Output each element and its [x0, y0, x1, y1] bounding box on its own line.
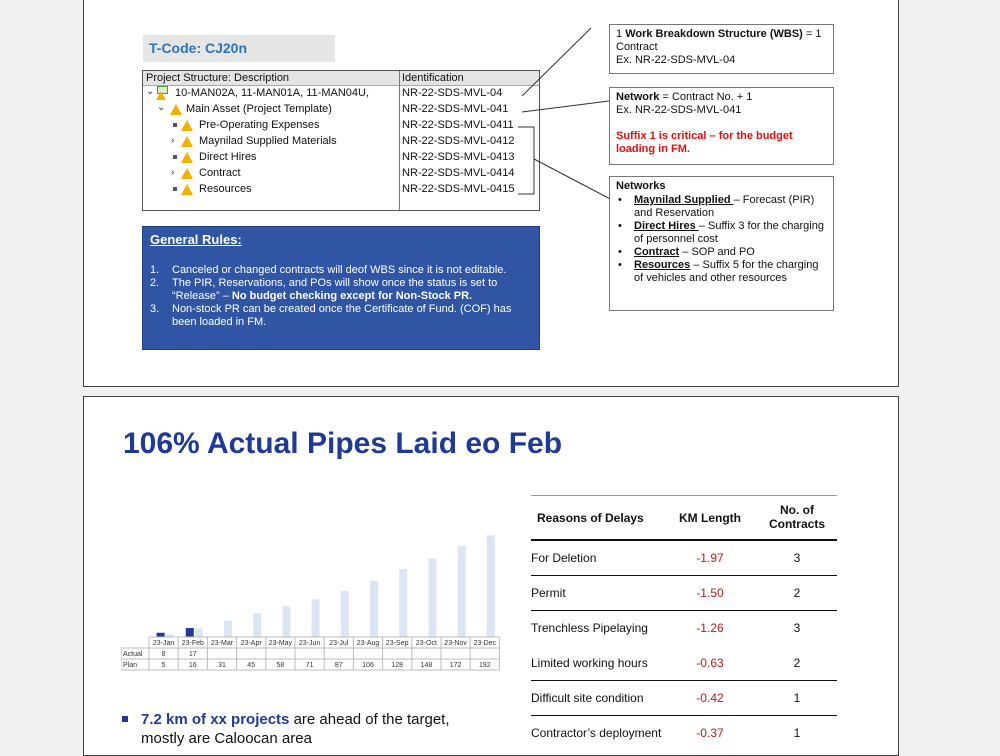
chevron-down-icon[interactable]: ⌄	[157, 102, 166, 113]
row-reason: Limited working hours	[531, 656, 648, 670]
row-km: -1.50	[696, 586, 724, 600]
plan-value-label: 58	[276, 662, 285, 669]
network-desc: – Suffix 3 for the charging of personnel cost	[634, 220, 824, 245]
plan-value-label: 106	[362, 662, 374, 669]
category-label: 23-Jul	[329, 640, 349, 647]
table-row	[531, 611, 837, 646]
row-count: 2	[793, 586, 801, 600]
category-label: 23-Feb	[181, 640, 204, 647]
row-count: 3	[793, 551, 801, 565]
rule-text: Canceled or changed contracts will deof WBS since it is not editable.	[172, 264, 507, 276]
rule-number: 1.	[150, 264, 160, 276]
pipes-chart-svg	[121, 517, 501, 677]
row-km: -0.42	[696, 691, 724, 705]
network-definition-box	[609, 87, 834, 165]
table-row	[531, 541, 837, 576]
network-desc: – Suffix 5 for the charging of vehicles and other resources	[634, 259, 819, 284]
plan-bar	[195, 629, 203, 637]
series-label-plan: Plan	[123, 662, 138, 669]
tree-header-identification: Identification	[402, 72, 464, 84]
row-count: 1	[793, 691, 801, 705]
plan-bar	[253, 613, 261, 637]
tree-row-desc: Resources	[199, 183, 252, 195]
network-name: Direct Hires	[634, 220, 699, 232]
tree-row-ident: NR-22-SDS-MVL-0412	[402, 135, 515, 147]
plan-value-label: 16	[188, 662, 197, 669]
actual-bar	[186, 628, 194, 637]
series-label-actual: Actual	[123, 651, 143, 658]
wbs-definition	[616, 28, 827, 54]
callout-rest: are ahead of the target, mostly are Caloocan area	[141, 711, 450, 747]
plan-bar	[428, 559, 436, 637]
plan-value-label: 128	[391, 662, 404, 669]
network-item	[616, 220, 827, 246]
plan-bar	[312, 599, 320, 637]
chevron-right-icon[interactable]: ›	[171, 135, 175, 146]
plan-bar	[487, 535, 495, 637]
rule-number: 3.	[150, 303, 160, 315]
plan-value-label: 5	[161, 662, 166, 669]
row-km: -1.97	[696, 551, 724, 565]
wbs-count: 1	[616, 28, 626, 40]
row-count: 3	[793, 621, 801, 635]
tree-row-ident: NR-22-SDS-MVL-0413	[402, 151, 515, 163]
network-term: Network	[616, 91, 660, 103]
tree-header-description: Project Structure: Description	[146, 72, 290, 84]
plan-value-label: 148	[420, 662, 433, 669]
category-label: 23-Jun	[298, 640, 321, 647]
category-label: 23-Apr	[240, 640, 262, 647]
plan-bar	[224, 621, 232, 637]
plan-bar	[370, 581, 378, 637]
header-km: KM Length	[679, 511, 741, 525]
networks-box	[609, 176, 834, 311]
tree-row-ident: NR-22-SDS-MVL-04	[402, 87, 503, 99]
chevron-right-icon[interactable]: ›	[171, 167, 175, 178]
table-row	[531, 576, 837, 611]
network-desc: – SOP and PO	[679, 246, 755, 258]
rules-title: General Rules:	[150, 232, 242, 247]
critical-note: Suffix 1 is critical – for the budget loading in FM.	[616, 130, 793, 155]
tree-row-ident: NR-22-SDS-MVL-0411	[402, 119, 514, 131]
row-km: -0.63	[696, 656, 724, 670]
category-label: 23-Nov	[444, 640, 467, 647]
row-count: 1	[793, 726, 801, 740]
header-contracts: No. of Contracts	[768, 503, 825, 531]
slide-cj20n	[83, 0, 899, 387]
category-label: 23-Jan	[152, 640, 175, 647]
network-definition	[616, 91, 827, 104]
slide-title: 106% Actual Pipes Laid eo Feb	[123, 427, 563, 460]
plan-value-label: 172	[449, 662, 462, 669]
row-km: -1.26	[696, 621, 724, 635]
row-reason: Contractor’s deployment	[531, 726, 662, 740]
rule-bold-text: No budget checking except for Non-Stock PR.	[231, 290, 473, 302]
rule-number: 2.	[150, 277, 160, 289]
tree-row-ident: NR-22-SDS-MVL-0414	[402, 167, 515, 179]
delays-table-header	[531, 495, 837, 541]
plan-value-label: 192	[478, 662, 491, 669]
callout-text	[141, 710, 491, 748]
network-example: Ex. NR-22-SDS-MVL-041	[616, 104, 742, 116]
category-label: 23-Oct	[415, 640, 437, 647]
plan-bar	[282, 606, 290, 637]
actual-value-label: 8	[161, 651, 166, 658]
plan-bar	[458, 546, 466, 637]
row-reason: Difficult site condition	[531, 691, 644, 705]
row-km: -0.37	[696, 726, 724, 740]
network-equals: = Contract No. + 1	[659, 91, 753, 103]
plan-value-label: 31	[218, 662, 226, 669]
rule-text: The PIR, Reservations, and POs will show once the status is set to “Release” –	[172, 277, 498, 302]
actual-bar	[157, 633, 165, 637]
networks-title: Networks	[616, 180, 666, 192]
tree-row-desc: Main Asset (Project Template)	[186, 103, 332, 115]
tree-row-desc: Direct Hires	[199, 151, 257, 163]
chevron-down-icon[interactable]: ⌄	[146, 86, 155, 97]
row-reason: For Deletion	[531, 551, 597, 565]
category-label: 23-May	[268, 640, 293, 647]
slide-pipes-laid	[83, 396, 899, 756]
table-row	[531, 716, 837, 751]
bullet-square-icon	[122, 716, 128, 722]
tcode-title: T-Code: CJ20n	[143, 35, 335, 62]
network-item	[616, 194, 827, 220]
plan-value-label: 87	[334, 662, 343, 669]
category-label: 23-Aug	[356, 640, 380, 647]
network-item	[616, 259, 827, 285]
network-name: Maynilad Supplied	[634, 194, 734, 206]
row-reason: Permit	[531, 586, 566, 600]
tree-row-desc: Maynilad Supplied Materials	[199, 135, 337, 147]
networks-list	[616, 194, 827, 285]
rule-text: Non-stock PR can be created once the Certificate of Fund. (COF) has been loaded in FM.	[172, 303, 512, 328]
network-name: Resources	[634, 259, 691, 271]
wbs-example: Ex. NR-22-SDS-MVL-04	[616, 54, 736, 66]
plan-bar	[341, 591, 349, 637]
callout-highlight: 7.2 km of xx projects	[141, 711, 290, 728]
header-reasons: Reasons of Delays	[537, 511, 644, 525]
tree-row-desc: 10-MAN02A, 11-MAN01A, 11-MAN04U,	[175, 87, 369, 99]
plan-value-label: 45	[247, 662, 256, 669]
wbs-definition-box	[609, 24, 834, 74]
network-name: Contract	[634, 246, 680, 258]
network-desc: – Forecast (PIR) and Reservation	[634, 194, 815, 219]
row-reason: Trenchless Pipelaying	[531, 621, 648, 635]
plan-value-label: 71	[305, 662, 314, 669]
tree-row-desc: Pre-Operating Expenses	[199, 119, 320, 131]
category-label: 23-Mar	[210, 640, 234, 647]
table-row	[531, 681, 837, 716]
actual-value-label: 17	[188, 651, 197, 658]
table-row	[531, 646, 837, 681]
pipes-chart	[121, 517, 501, 677]
tree-row-desc: Contract	[199, 167, 241, 179]
network-item	[616, 246, 827, 259]
category-label: 23-Sep	[385, 640, 409, 647]
wbs-equals: = 1 Contract	[616, 28, 822, 53]
tree-row-ident: NR-22-SDS-MVL-0415	[402, 183, 515, 195]
row-count: 2	[793, 656, 801, 670]
category-label: 23-Dec	[473, 640, 497, 647]
wbs-term: Work Breakdown Structure (WBS)	[625, 28, 803, 40]
tree-row-ident: NR-22-SDS-MVL-041	[402, 103, 509, 115]
plan-bar	[399, 569, 407, 637]
